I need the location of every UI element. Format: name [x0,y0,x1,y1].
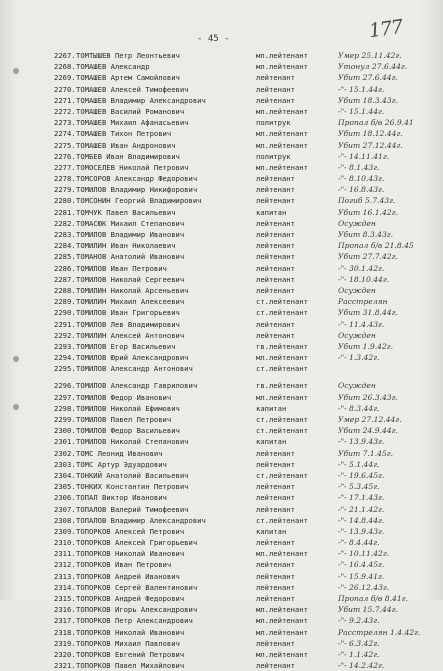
row-number: 2279. [54,185,76,195]
person-name: ТОПАЛОВ Владимир Александрович [76,515,206,525]
person-name: ТОПОРКОВ Алексей Григорьевич [76,538,198,548]
person-name: ТОПАЛОВ Валерий Тимофеевич [76,504,189,514]
row-number: 2293. [54,341,76,351]
rank: мл.лейтенант [256,616,308,626]
list-row [0,504,443,515]
row-number: 2275. [54,140,76,150]
row-number: 2303. [54,459,76,469]
list-row [0,615,443,626]
fate-status: -"- 11.4.43г. [338,319,385,329]
fate-status: -"- 14.8.44г. [338,515,385,525]
fate-status: Убит 27.7.42г. [338,252,398,262]
fate-status: Убит 27.12.44г. [338,140,403,150]
list-row [0,84,443,95]
rank: ст.лейтенант [256,426,308,436]
fate-status: -"- 8.4.44г. [338,538,380,548]
row-number: 2305. [54,482,76,492]
fate-status: -"- 16.4.45г. [338,560,385,570]
person-name: ТОМИЛОВ Александр Гаврилович [76,381,198,391]
list-row [0,72,443,83]
fate-status: -"- 15.1.44г. [338,106,385,116]
fate-status: Расстрелян 1.4.42г. [338,627,421,637]
person-name: ТОПОРКОВ Николай Иванович [76,627,185,637]
person-name: ТОМАШЕВ Владимир Александрович [76,95,206,105]
person-name: ТОПОРКОВ Игорь Александрович [76,605,198,615]
list-row [0,341,443,352]
person-name: ТОМАСЮК Михаил Степанович [76,218,185,228]
rank: гв.лейтенант [256,341,308,351]
rank: лейтенант [256,538,295,548]
fate-status: Осужден [338,381,376,391]
person-name: ТОМС Леонид Иванович [76,448,163,458]
rank: капитан [256,437,287,447]
rank: мл.лейтенант [256,129,308,139]
fate-status: Умер 25.11.42г. [338,51,402,60]
rank: лейтенант [256,263,295,273]
person-name: ТОМС Артур Эдуардович [76,459,167,469]
person-name: ТОПОРКОВ Андрей Федорович [76,594,185,603]
rank: политрук [256,151,291,161]
person-name: ТОНКИЙ Анатолий Васильевич [76,470,189,480]
row-number: 2321. [54,661,76,671]
row-number: 2319. [54,638,76,648]
fate-status: -"- 16.8.43г. [338,185,385,195]
list-row [0,140,443,151]
fate-status: Осужден [338,218,376,228]
person-name: ТОМИЛИН Алексей Антонович [76,330,185,340]
person-name: ТОМТЫШЕВ Петр Леонтьевич [76,51,180,60]
rank: мл.лейтенант [256,162,308,172]
row-number: 2300. [54,426,76,436]
list-row [0,285,443,296]
rank: лейтенант [256,230,295,239]
person-name: ТОМИЛИН Николай Арсеньевич [76,285,189,295]
rank: гв.лейтенант [256,381,308,391]
person-name: ТОПОРКОВ Павел Михайлович [76,661,185,671]
person-name: ТОМИЛОВ Владимир Никифорович [76,185,198,195]
fate-status: -"- 26.12.43г. [338,582,390,592]
fate-status: Убит 31.8.44г. [338,308,398,318]
rank: капитан [256,403,287,413]
rank: лейтенант [256,73,295,83]
rank: мл.лейтенант [256,627,308,637]
rank: лейтенант [256,482,295,492]
rank: мл.лейтенант [256,549,308,559]
list-row [0,470,443,481]
rank: мл.лейтенант [256,140,308,150]
rank: мл.лейтенант [256,649,308,659]
person-name: ТОПОРКОВ Евгений Петрович [76,649,185,659]
rank: капитан [256,526,287,536]
person-name: ТОПОРКОВ Иван Петрович [76,560,172,570]
person-name: ТОМИЛОВ Николай Ефимович [76,403,180,413]
fate-status: Утонул 27.6.44г. [338,62,408,72]
list-row [0,229,443,240]
rank: мл.лейтенант [256,51,308,60]
fate-status: -"- 8.1.43г. [338,162,380,172]
row-number: 2271. [54,95,76,105]
fate-status: Убит 18.12.44г. [338,129,403,139]
row-number: 2315. [54,594,76,603]
row-number: 2269. [54,73,76,83]
row-number: 2268. [54,62,76,72]
rank: лейтенант [256,594,295,603]
list-row [0,128,443,139]
rank: мл.лейтенант [256,62,308,72]
rank: ст.лейтенант [256,415,308,424]
row-number: 2286. [54,263,76,273]
rank: лейтенант [256,661,295,671]
fate-status: Умер 27.12.44г. [338,415,402,424]
page-number: - 45 - [197,34,230,44]
list-row [0,481,443,492]
person-name: ТОМАНОВ Анатолий Иванович [76,252,185,262]
rank: лейтенант [256,319,295,329]
row-number: 2294. [54,353,76,363]
row-number: 2309. [54,526,76,536]
fate-status: -"- 8.3.44г. [338,403,380,413]
row-number: 2283. [54,230,76,239]
fate-status: Убит 7.1.45г. [338,448,394,458]
list-row [0,95,443,106]
fate-status: -"- 5.1.44г. [338,459,380,469]
fate-status: -"- 1.1.42г. [338,649,380,659]
row-number: 2313. [54,571,76,581]
person-name: ТОМАШЕВ Александр [76,62,150,72]
list-row [0,184,443,195]
list-row [0,414,443,425]
rank: политрук [256,118,291,128]
row-number: 2289. [54,297,76,307]
rank: лейтенант [256,285,295,295]
person-name: ТОМИЛИН Михаил Алексеевич [76,297,185,307]
fate-status: -"- 9.2.43г. [338,616,380,626]
fate-status: -"- 13.9.43г. [338,437,385,447]
list-row [0,649,443,660]
fate-status: -"- 14.11.41г. [338,151,390,161]
person-name: ТОПАЛ Виктор Иванович [76,493,167,503]
list-row [0,627,443,638]
row-number: 2273. [54,118,76,128]
list-row [0,380,443,391]
rank: лейтенант [256,185,295,195]
fate-status: Пропал б/в 21.8.45 [338,241,414,251]
rank: ст.лейтенант [256,364,308,374]
person-name: ТОМАШЕВ Артем Самойлович [76,73,180,83]
rank: лейтенант [256,274,295,284]
fate-status: -"- 8.10.43г. [338,174,385,184]
row-number: 2312. [54,560,76,570]
list-row [0,582,443,593]
row-number: 2308. [54,515,76,525]
row-number: 2295. [54,364,76,374]
list-row [0,117,443,128]
row-number: 2267. [54,51,76,60]
person-name: ТОНКИХ Константин Петрович [76,482,189,492]
fate-status: Убит 8.3.43г. [338,230,394,239]
fate-status: -"- 10.11.42г. [338,549,390,559]
rank: ст.лейтенант [256,297,308,307]
fate-status: Осужден [338,330,376,340]
rank: мл.лейтенант [256,106,308,116]
fate-status: Погиб 5.7.43г. [338,196,396,206]
person-name: ТОМБЕВ Иван Владимирович [76,151,180,161]
list-row [0,392,443,403]
list-row [0,195,443,206]
person-name: ТОМИЛОВ Егор Васильевич [76,341,176,351]
list-row [0,251,443,262]
list-row [0,425,443,436]
person-name: ТОМОСЕЛЕВ Николай Петрович [76,162,189,172]
list-row [0,330,443,341]
row-number: 2276. [54,151,76,161]
person-name: ТОМИЛОВ Владимир Иванович [76,230,185,239]
list-row [0,559,443,570]
person-name: ТОМИЛОВ Иван Петрович [76,263,167,273]
person-name: ТОМИЛОВ Юрий Александрович [76,353,189,363]
list-row [0,593,443,604]
rank: ст.лейтенант [256,515,308,525]
rank: лейтенант [256,638,295,648]
row-number: 2270. [54,84,76,94]
fate-status: -"- 17.1.43г. [338,493,385,503]
rank: лейтенант [256,560,295,570]
row-number: 2291. [54,319,76,329]
rank: мл.лейтенант [256,392,308,402]
row-number: 2285. [54,252,76,262]
list-row [0,50,443,61]
list-row [0,448,443,459]
row-number: 2288. [54,285,76,295]
fate-status: -"- 13.9.43г. [338,526,385,536]
person-name: ТОМИЛОВ Павел Петрович [76,415,172,424]
fate-status: -"- 19.6.45г. [338,470,385,480]
list-row [0,436,443,447]
rank: лейтенант [256,252,295,262]
person-name: ТОМАШЕВ Михаил Афанасьевич [76,118,189,128]
row-number: 2278. [54,174,76,184]
fate-status: Убит 27.6.44г. [338,73,398,83]
fate-status: Расстрелян [338,297,388,307]
fate-status: -"- 21.1.42г. [338,504,385,514]
person-name: ТОМАШЕВ Василий Романович [76,106,185,116]
rank: лейтенант [256,330,295,340]
person-name: ТОПОРКОВ Михаил Павлович [76,638,180,648]
list-row [0,515,443,526]
list-row [0,173,443,184]
list-row [0,537,443,548]
person-name: ТОМИЛОВ Николай Степанович [76,437,189,447]
fate-status: Убит 16.1.42г. [338,207,398,217]
archive-page-stamp: 177 [367,15,404,43]
rank: лейтенант [256,571,295,581]
fate-status: Убит 18.3.43г. [338,95,398,105]
fate-status: -"- 30.1.42г. [338,263,385,273]
person-name: ТОМИЛОВ Александр Антонович [76,364,193,374]
rank: лейтенант [256,196,295,206]
person-name: ТОМИЛОВ Лев Владимирович [76,319,180,329]
row-number: 2302. [54,448,76,458]
list-row [0,240,443,251]
rank: лейтенант [256,174,295,184]
person-name: ТОМИЛОВ Федор Иванович [76,392,172,402]
rank: лейтенант [256,448,295,458]
list-row [0,604,443,615]
person-name: ТОМСОНИН Георгий Владимирович [76,196,202,206]
list-row [0,660,443,671]
rank: лейтенант [256,504,295,514]
person-name: ТОПОРКОВ Сергей Валентинович [76,582,198,592]
row-number: 2272. [54,106,76,116]
fate-status: -"- 1.3.42г. [338,353,380,363]
fate-status: -"- 5.3.45г. [338,482,380,492]
fate-status: Убит 26.3.43г. [338,392,398,402]
person-name: ТОМИЛОВ Иван Григорьевич [76,308,180,318]
row-number: 2292. [54,330,76,340]
list-row [0,459,443,470]
row-number: 2301. [54,437,76,447]
rank: ст.лейтенант [256,308,308,318]
list-row [0,571,443,582]
fate-status: Осужден [338,285,376,295]
person-name: ТОМАШЕВ Иван Андронович [76,140,176,150]
rank: лейтенант [256,218,295,228]
person-name: ТОМАШЕВ Тихон Петрович [76,129,172,139]
row-number: 2314. [54,582,76,592]
list-row [0,61,443,72]
fate-status: -"- 18.10.44г. [338,274,390,284]
row-number: 2320. [54,649,76,659]
list-row [0,638,443,649]
row-number: 2318. [54,627,76,637]
row-number: 2311. [54,549,76,559]
row-number: 2290. [54,308,76,318]
list-row [0,218,443,229]
personnel-list [0,50,443,671]
list-row [0,162,443,173]
rank: капитан [256,207,287,217]
rank: лейтенант [256,493,295,503]
row-number: 2274. [54,129,76,139]
fate-status: -"- 15.1.44г. [338,84,385,94]
rank: лейтенант [256,95,295,105]
row-number: 2310. [54,538,76,548]
list-row [0,526,443,537]
row-number: 2287. [54,274,76,284]
row-number: 2296. [54,381,76,391]
list-row [0,492,443,503]
list-row [0,352,443,363]
fate-status: -"- 14.2.42г. [338,661,385,671]
list-row [0,307,443,318]
list-row [0,548,443,559]
list-row [0,274,443,285]
row-number: 2297. [54,392,76,402]
person-name: ТОПОРКОВ Николай Иванович [76,549,185,559]
list-row [0,106,443,117]
person-name: ТОМИЛОВ Николай Сергеевич [76,274,185,284]
rank: лейтенант [256,582,295,592]
row-number: 2281. [54,207,76,217]
list-row [0,151,443,162]
person-name: ТОПОРКОВ Андрей Иванович [76,571,180,581]
fate-status: -"- 15.9.41г. [338,571,385,581]
list-row [0,403,443,414]
person-name: ТОМИЛИН Иван Николаевич [76,241,176,251]
rank: лейтенант [256,241,295,251]
rank: ст.лейтенант [256,470,308,480]
list-row [0,207,443,218]
row-number: 2277. [54,162,76,172]
list-row [0,363,443,374]
person-name: ТОМАШЕВ Алексей Тимофеевич [76,84,189,94]
person-name: ТОПОРКОВ Петр Александрович [76,616,193,626]
row-number: 2284. [54,241,76,251]
rank: мл.лейтенант [256,605,308,615]
rank: мл.лейтенант [256,353,308,363]
list-row [0,296,443,307]
row-number: 2280. [54,196,76,206]
fate-status: Убит 24.9.44г. [338,426,398,436]
person-name: ТОМИЛОВ Федор Васильевич [76,426,180,436]
fate-status: Убит 1.9.42г. [338,341,394,351]
person-name: ТОПОРКОВ Алексей Петрович [76,526,185,536]
fate-status: Пропал б/в 8.41г. [338,594,408,603]
row-number: 2317. [54,616,76,626]
row-number: 2307. [54,504,76,514]
person-name: ТОМЧУК Павел Васильевич [76,207,176,217]
rank: лейтенант [256,84,295,94]
list-row [0,319,443,330]
list-row [0,263,443,274]
row-number: 2304. [54,470,76,480]
fate-status: -"- 6.3.42г. [338,638,380,648]
row-number: 2299. [54,415,76,424]
row-number: 2306. [54,493,76,503]
fate-status: Убит 15.7.44г. [338,605,398,615]
rank: лейтенант [256,459,295,469]
row-number: 2316. [54,605,76,615]
person-name: ТОМСОРОВ Александр Федорович [76,174,198,184]
fate-status: Пропал б/в 26.9.41 [338,118,414,128]
row-number: 2298. [54,403,76,413]
row-number: 2282. [54,218,76,228]
